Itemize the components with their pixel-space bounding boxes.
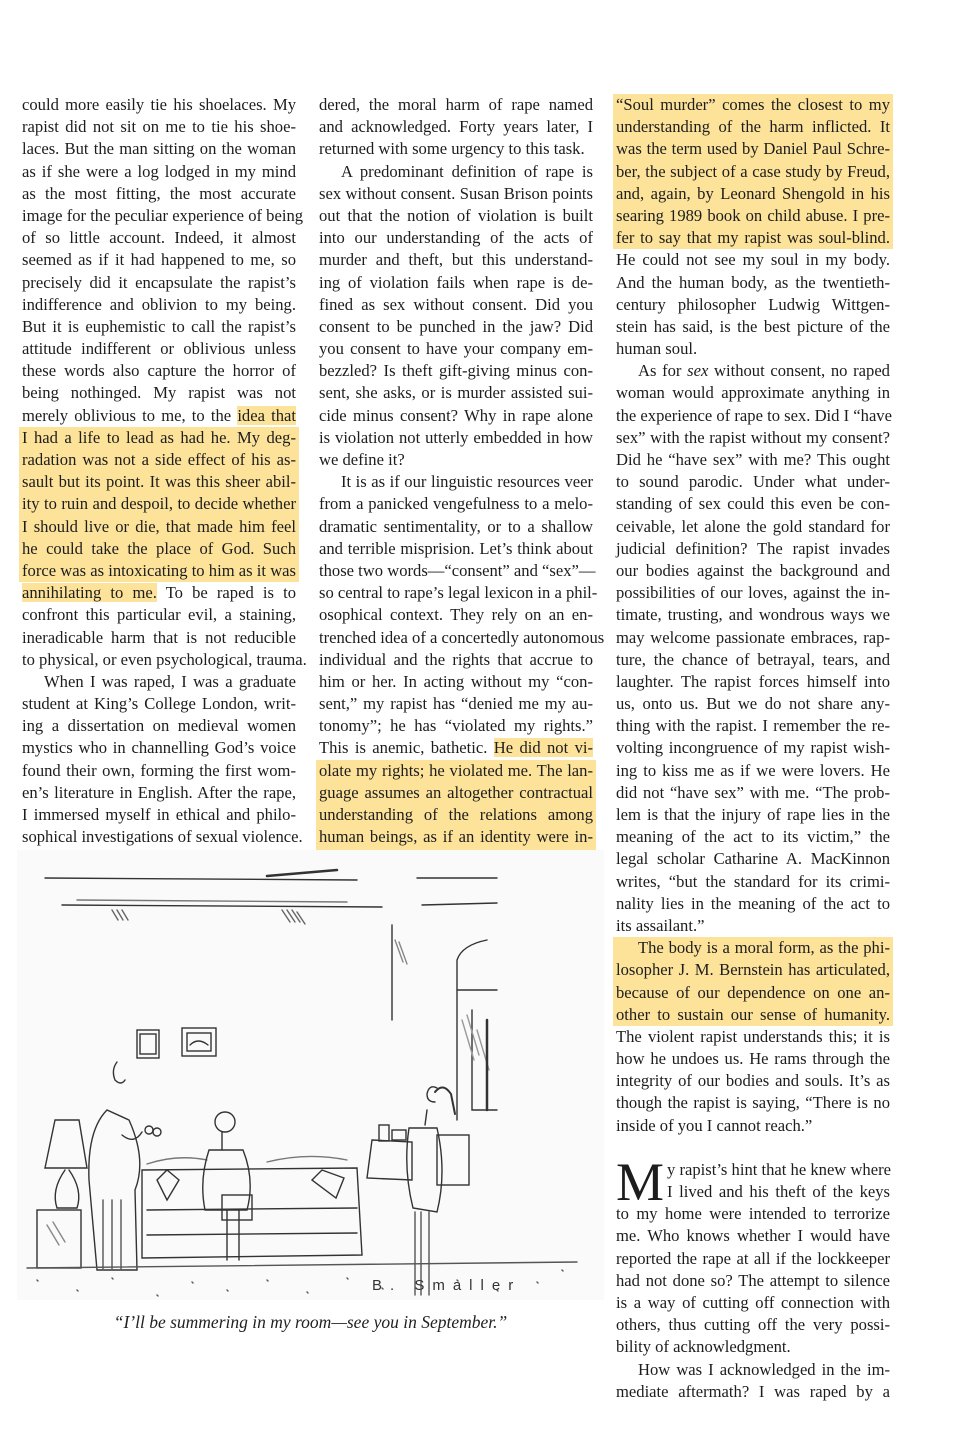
text-line: trenched idea of a concertedly autonomous — [319, 627, 605, 647]
text-line: to my home were intended to terrorize — [616, 1204, 890, 1224]
text-line: seemed as if it had happened to me, so — [22, 250, 296, 270]
text-line: But it is euphemistic to call the rapist’s — [22, 316, 296, 336]
text-line: Did he “have sex” with me? This ought — [616, 450, 890, 469]
text-line: individual and the rights that accrue to — [319, 649, 593, 669]
highlighted-text-line: understanding of the harm inflicted. It — [613, 116, 893, 138]
text-line: mystics who in channelling God’s voice — [22, 738, 296, 758]
article-column-3 — [616, 94, 890, 1403]
text-line: meaning of the act to its victim,” the — [616, 827, 890, 847]
text-line: The violent rapist understands this; it is — [616, 1026, 890, 1046]
text-line: ing of violation fails when rape is de- — [319, 272, 593, 292]
highlighted-text-line: “Soul murder” comes the closest to my — [613, 94, 893, 116]
article-column-1 — [22, 94, 307, 871]
text-line: as the most fitting, the most accurate — [22, 183, 296, 203]
text-line: me. Who knows whether I would have — [616, 1226, 890, 1246]
highlighted-text-line: understanding of the relations among — [316, 804, 596, 826]
text-line: consent to be punched in the jaw? Did — [319, 316, 593, 336]
text-line: nality lies in the meaning of the act to — [616, 893, 890, 913]
article-column-2 — [319, 94, 605, 871]
text-line: mediate aftermath? I was raped by a — [616, 1381, 890, 1401]
highlighted-text-line: other to sustain our sense of humanity. — [613, 1004, 893, 1026]
text-line: though the rapist is saying, “There is no — [616, 1093, 890, 1113]
text-line: bezzled? Is theft gift-giving minus con- — [319, 361, 593, 381]
highlighted-text-line: losopher J. M. Bernstein has articulated, — [613, 959, 893, 981]
cartoon-ceiling — [45, 870, 497, 924]
cartoon-man — [89, 1062, 161, 1270]
text-line: judicial definition? The rapist invades — [616, 538, 890, 558]
text-line: reported the rape at all if the lockkeeper — [616, 1248, 890, 1268]
text-line: from a panicked vengefulness to a melo- — [319, 494, 593, 514]
text-line: A predominant definition of rape is — [341, 161, 593, 181]
text-line: had not done so? The attempt to silence — [616, 1270, 890, 1290]
text-line: lem is that the injury of rape lies in the — [616, 805, 890, 824]
text-segment: merely oblivious to me, to the — [22, 405, 238, 425]
text-line: As for sex without consent, no raped — [638, 361, 890, 381]
highlighted-text-line: and, again, by Leonard Shengold in his — [613, 183, 893, 205]
text-line: you consent to have your company em- — [319, 339, 593, 359]
text-line: to physical, or even psychological, trauma. — [22, 649, 307, 669]
highlighted-text: annihilating to me. — [22, 583, 157, 603]
highlighted-text: idea that — [237, 405, 296, 425]
text-line: into our understanding of the acts of — [319, 228, 593, 248]
text-line: returned with some urgency to this task. — [319, 139, 585, 159]
text-line: fined as sex without consent. Did you — [319, 294, 593, 314]
text-line: image for the peculiar experience of being — [22, 205, 304, 225]
text-line: how he undoes us. He rams through the — [616, 1049, 890, 1069]
text-line: sex” with the rapist without my consent? — [616, 427, 890, 447]
highlighted-text-line: sault but its point. It was this sheer abil- — [19, 471, 299, 493]
highlighted-text-line: ity to ruin and despoil, to decide whether — [19, 493, 299, 515]
section-body — [616, 1203, 890, 1403]
text-line: to sound parodic. Under what under- — [616, 472, 890, 492]
text-line: those two words—“consent” and “sex”— — [319, 560, 596, 580]
highlighted-text-line: radation was not a side effect of his as- — [19, 449, 299, 471]
text-segment: This is anemic, bathetic. — [319, 738, 494, 758]
text-line: laughter. The rapist forces himself into — [616, 671, 890, 691]
text-line: ing a dissertation on medieval women — [22, 716, 296, 736]
text-line: ceivable, let alone the gold standard for — [616, 516, 890, 536]
text-line: It is as if our linguistic resources veer — [341, 472, 593, 492]
text-line: the experience of rape to sex. Did I “have — [616, 405, 892, 425]
text-line: bility of acknowledgment. — [616, 1337, 791, 1357]
highlighted-text-line: olate my rights; he violated me. The lan- — [316, 760, 596, 782]
text-line: and acknowledged. Forty years later, I — [319, 117, 593, 137]
text-line: integrity of our bodies and souls. It’s as — [616, 1071, 890, 1091]
text-line: out that the notion of violation is built — [319, 205, 593, 225]
text-line — [319, 737, 593, 759]
text-line: and terrible misprision. Let’s think about — [319, 538, 593, 558]
highlighted-text-line: ber, the subject of a case study by Freud, — [613, 161, 893, 183]
text-line: stein has said, is the best picture of the — [616, 316, 890, 336]
text-line: attitude indifferent or oblivious unless — [22, 339, 296, 359]
text-line: did not “have sex” with me. “The prob- — [616, 782, 890, 802]
highlighted-text-line: I should live or die, that made him feel — [19, 516, 299, 538]
highlighted-text-line: was the term used by Daniel Paul Schre- — [613, 138, 893, 160]
text-line: him or her. In acting without my “con- — [319, 671, 593, 691]
text-line: is a way of cutting off connection with — [616, 1292, 890, 1312]
text-line: en’s literature in English. After the rape, — [22, 782, 296, 802]
text-line: murder and theft, but this understand- — [319, 250, 593, 270]
text-line: possibilities of our loves, against the in- — [616, 583, 890, 603]
text-line: laces. But the man sitting on the woman — [22, 139, 296, 159]
text-line: of so little account. Indeed, it almost — [22, 228, 296, 248]
text-line: ineradicable harm that is not reducible — [22, 627, 296, 647]
text-line: human soul. — [616, 339, 698, 359]
text-line: timate, trusting, and wondrous ways we — [616, 605, 890, 625]
new-section — [616, 1151, 891, 1403]
cartoon-illustration — [17, 850, 604, 1300]
text-line: cide minus consent? Why in rape alone — [319, 405, 593, 425]
text-line: thing with the rapist. I remember the re- — [616, 716, 890, 736]
highlighted-text-line: force was as intoxicating to him as it was — [19, 560, 299, 582]
text-line: rapist did not sit on me to tie his shoe- — [22, 117, 296, 137]
text-line: us, onto us. But we do not share any- — [616, 694, 890, 714]
text-line: volting incongruence of my rapist wish- — [616, 738, 890, 758]
cartoon-woman — [203, 1112, 252, 1260]
text-line: sent, she asks, or is murder assisted sui- — [319, 383, 593, 403]
text-line: could more easily tie his shoelaces. My — [22, 95, 296, 114]
text-line: ture, the chance of betrayal, tears, and — [616, 649, 890, 669]
text-line: I lived and his theft of the keys — [667, 1182, 890, 1201]
text-line — [22, 582, 296, 604]
highlighted-text-line: guage assumes an altogether contractual — [316, 782, 596, 804]
text-line: osophical context. They rely on an en- — [319, 605, 593, 625]
text-line: dered, the moral harm of rape named — [319, 95, 593, 114]
highlighted-text-line: because of our dependence on one an- — [613, 982, 893, 1004]
text-line: is violation not utterly embedded in how — [319, 427, 593, 447]
cartoon-wall-pictures — [137, 1028, 216, 1058]
text-line: inside of you I cannot reach.” — [616, 1115, 813, 1135]
drop-cap: M — [616, 1151, 665, 1212]
text-line: student at King’s College London, writ- — [22, 694, 296, 714]
text-line: as if she were a log lodged in my mind — [22, 161, 296, 181]
highlighted-text-line: fer to say that my rapist was soul-blind. — [613, 227, 893, 249]
cartoon-signature: B. Smaller — [372, 1277, 522, 1294]
text-line: our bodies against the background and — [616, 560, 890, 580]
text-line: may welcome passionate embraces, rap- — [616, 627, 890, 647]
text-line: its assailant.” — [616, 915, 705, 935]
text-line: tonomy”; he has “violated my rights.” — [319, 716, 593, 736]
cartoon-doorway — [392, 925, 497, 1120]
highlighted-text-line: I had a life to lead as had he. My deg- — [19, 427, 299, 449]
text-line: these words also capture the horror of — [22, 361, 296, 381]
text-line: precisely did it encapsulate the rapist’s — [22, 272, 296, 292]
text-line: writes, “but the standard for its crimi- — [616, 871, 890, 891]
text-line: being nothinged. My rapist was not — [22, 383, 296, 403]
text-line: legal scholar Catharine A. MacKinnon — [616, 849, 890, 869]
highlighted-text-line: The body is a moral form, as the phi- — [613, 937, 893, 959]
highlighted-text: He did not vi- — [493, 738, 593, 758]
text-line: When I was raped, I was a graduate — [44, 671, 296, 691]
highlighted-text-line: searing 1989 book on child abuse. I pre- — [613, 205, 893, 227]
text-line: century philosopher Ludwig Wittgen- — [616, 294, 890, 314]
text-line: And the human body, as the twentieth- — [616, 272, 890, 292]
text-line: we define it? — [319, 450, 405, 469]
text-line: found their own, forming the first wom- — [22, 760, 296, 780]
text-line: standing of sex could this even be con- — [616, 494, 890, 514]
text-line: others, thus cutting off the very possi- — [616, 1315, 890, 1335]
text-line: dramatic sentimentality, or to a shallow — [319, 516, 593, 536]
text-line: ing to kiss me as if we were lovers. He — [616, 760, 890, 780]
text-line: sent,” my rapist has “denied me my au- — [319, 694, 593, 714]
text-segment: To be raped is to — [156, 583, 296, 603]
text-line — [22, 405, 296, 427]
highlighted-text-line: he could take the place of God. Such — [19, 538, 299, 560]
highlighted-text-line: human beings, as if an identity were in- — [316, 826, 596, 848]
text-line: sophical investigations of sexual violence. — [22, 827, 303, 847]
text-line: sex without consent. Susan Brison points — [319, 183, 593, 203]
text-line: so central to rape’s legal lexicon in a phil- — [319, 583, 598, 603]
text-line: How was I acknowledged in the im- — [638, 1359, 890, 1379]
text-line: y rapist’s hint that he knew where — [667, 1159, 891, 1179]
cartoon-lamp — [37, 1120, 87, 1268]
text-line: woman would approximate anything in — [616, 383, 890, 403]
text-line: confront this particular evil, a staining, — [22, 605, 296, 625]
text-line: He could not see my soul in my body. — [616, 250, 890, 270]
cartoon-caption: “I’ll be summering in my room—see you in September.” — [113, 1312, 508, 1332]
text-line: I immersed myself in ethical and philo- — [22, 805, 296, 824]
text-line: indifference and oblivion to my being. — [22, 294, 296, 314]
